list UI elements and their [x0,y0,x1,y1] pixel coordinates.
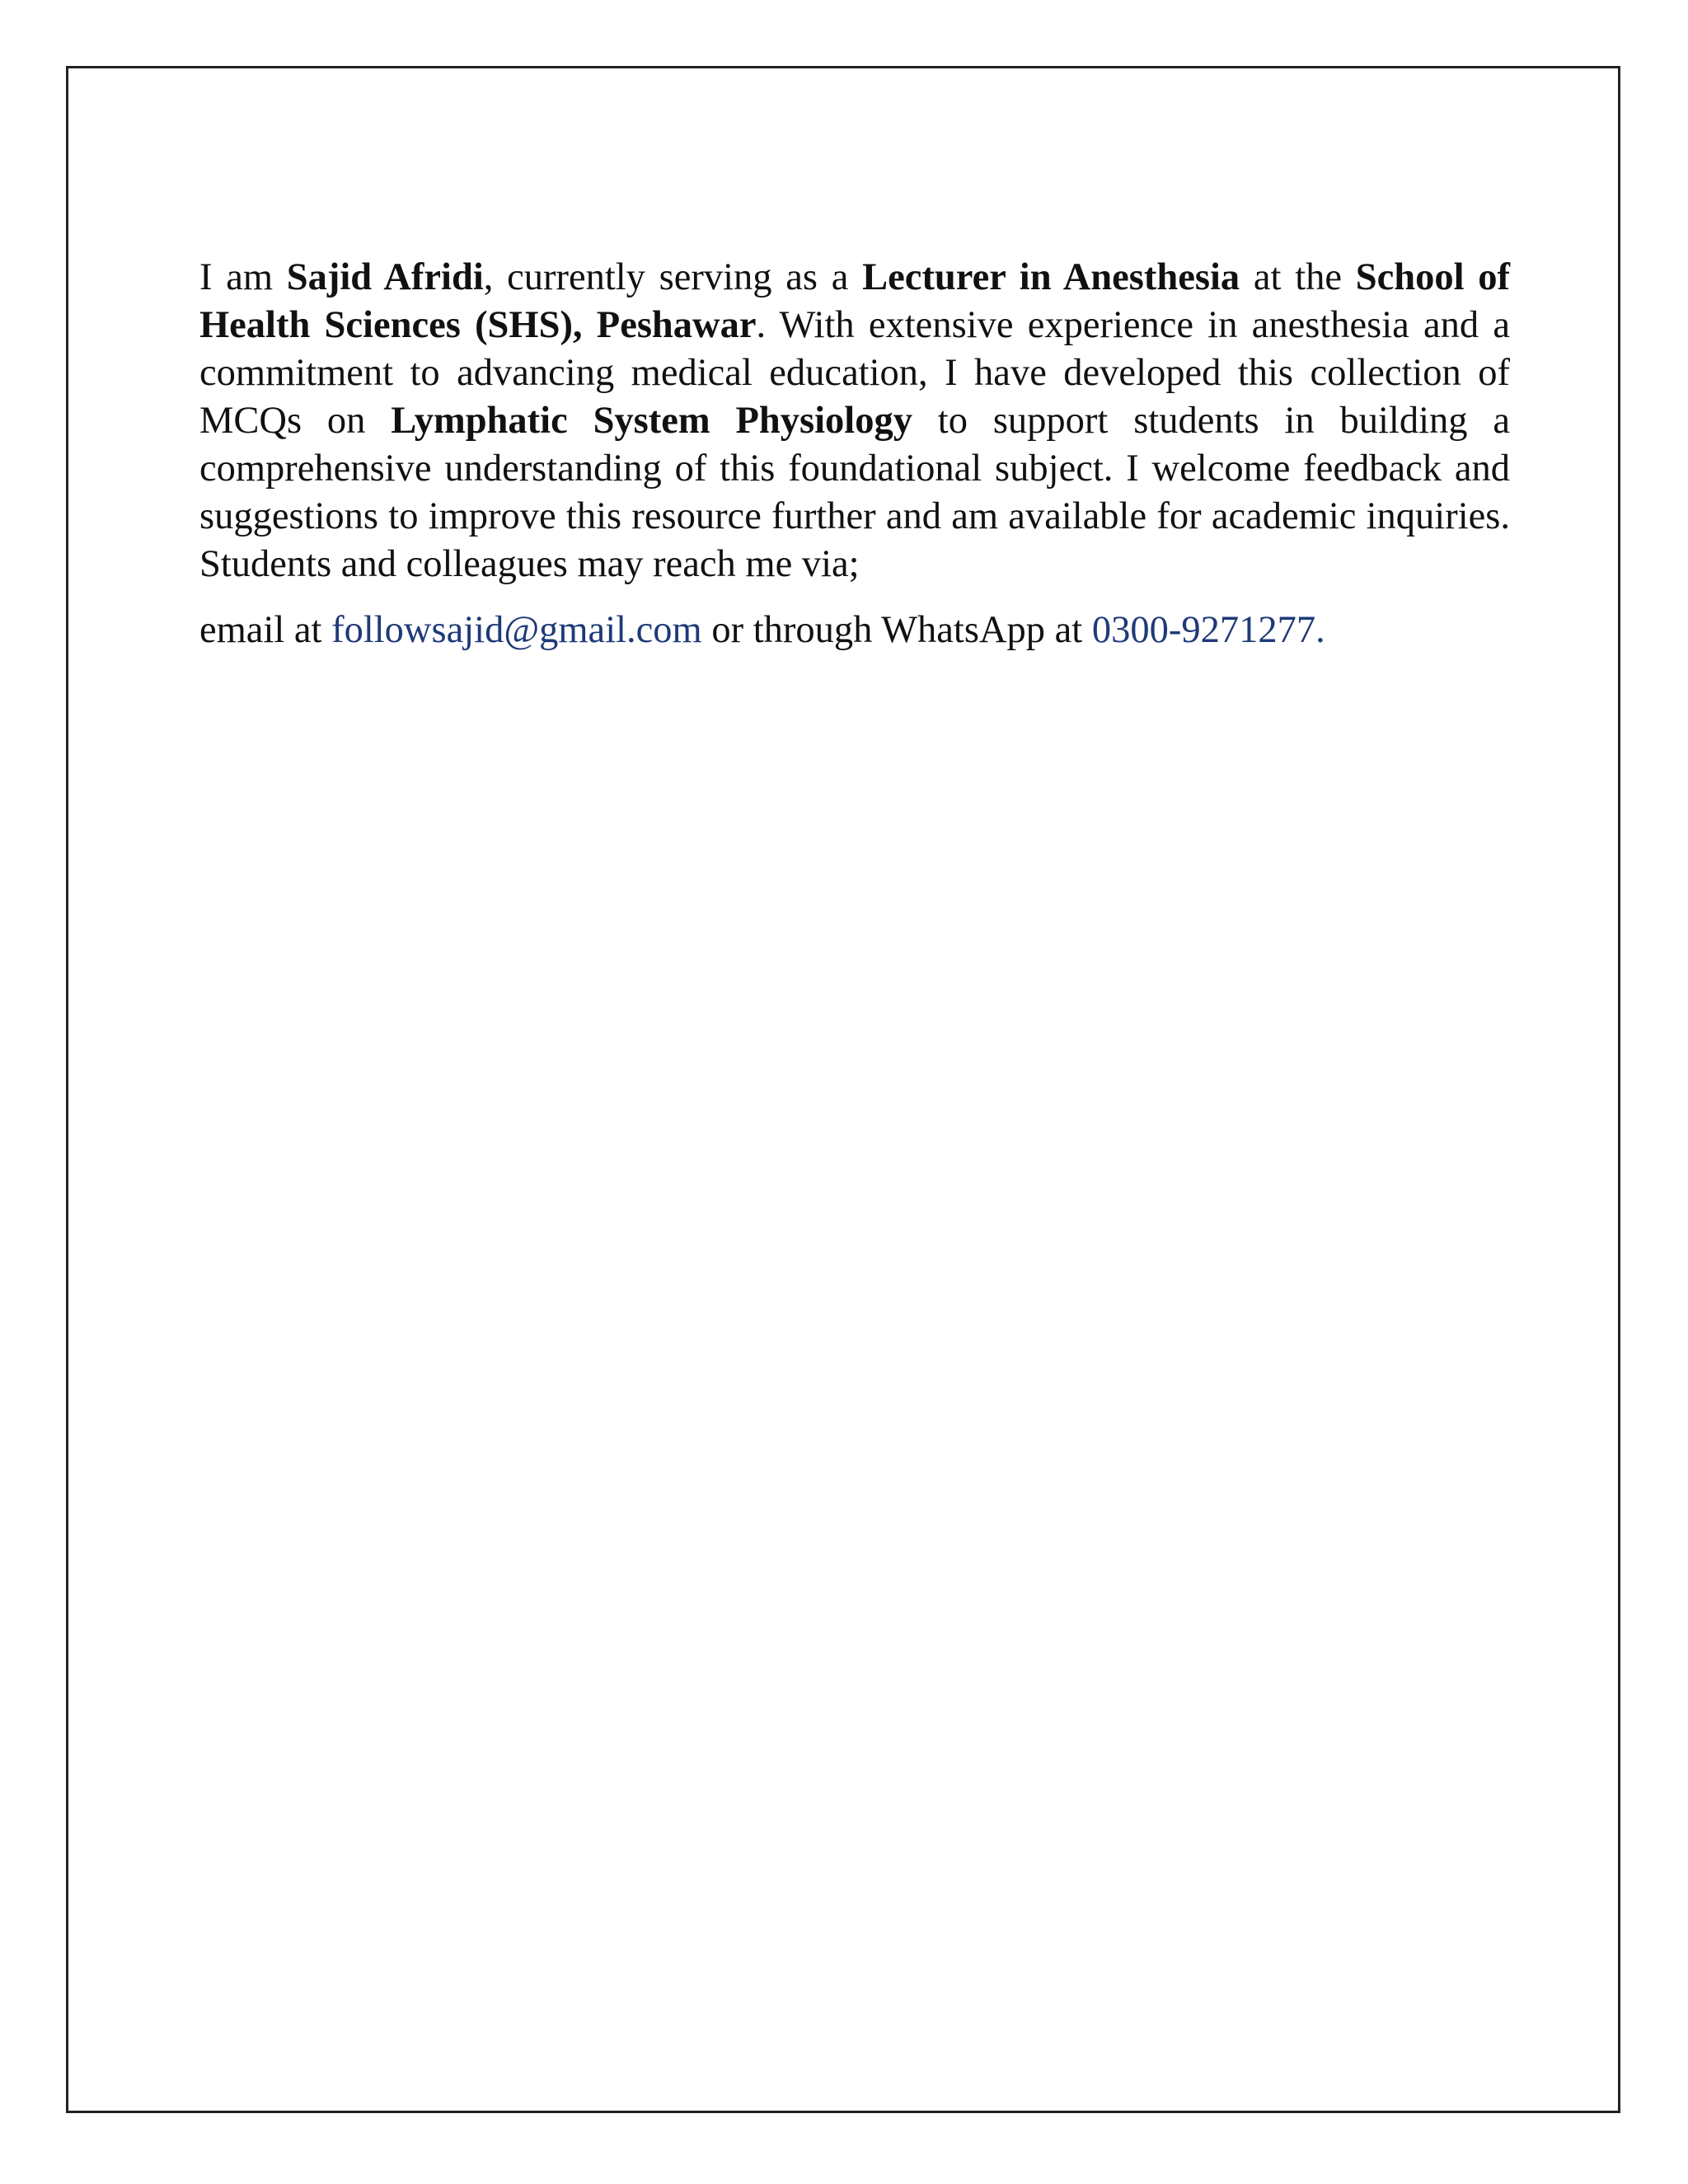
mcq-subject: Lymphatic System Physiology [391,400,912,442]
bio-intro: I am [199,256,287,298]
phone-link[interactable]: 0300-9271277 [1091,609,1316,651]
author-bio-paragraph [199,254,1510,588]
contact-middle: or through WhatsApp at [701,609,1092,651]
author-role: Lecturer in Anesthesia [862,256,1240,298]
contact-email-prefix: email at [199,609,332,651]
bio-text: , currently serving as a [483,256,863,298]
bio-text: . With extensive experience in anesthesia and a commitment to advancing medical education, I have developed this collection of MCQs on [199,304,1510,442]
contact-end: . [1315,609,1325,651]
document-body [199,254,1510,654]
author-name: Sajid Afridi [286,256,484,298]
bio-closing: to support students in building a comprehensive understanding of this foundational subject. I welcome feedback and suggestions to improve this resource further and am available for academic inquiries. Students and colleagues may reach me via; [199,400,1511,585]
email-link[interactable]: followsajid@gmail.com [331,609,702,651]
author-institution: School of Health Sciences (SHS), Peshawar [199,256,1511,346]
contact-line [199,607,1510,654]
bio-text: at the [1240,256,1356,298]
